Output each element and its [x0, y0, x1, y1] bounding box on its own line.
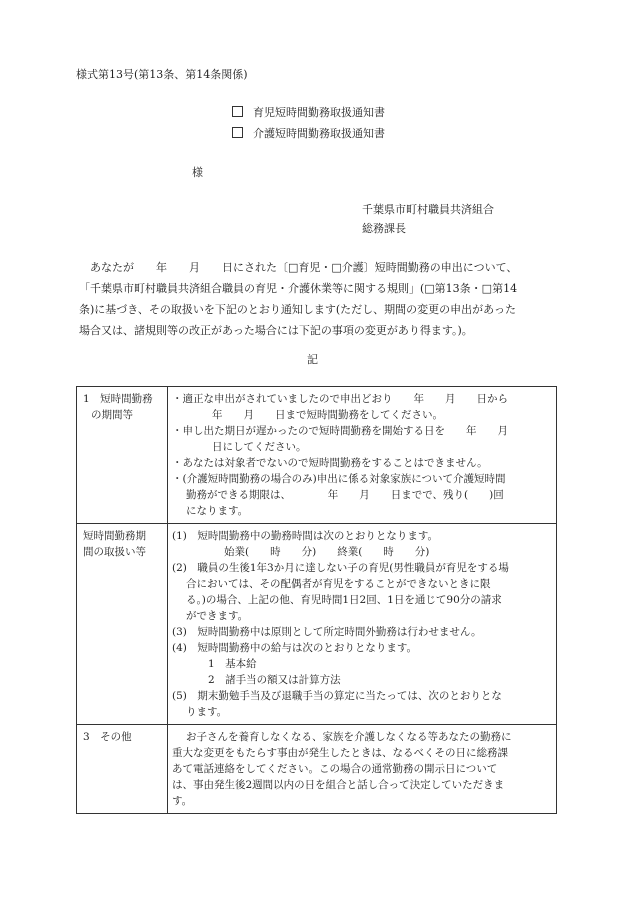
content-line: になります。 [186, 505, 249, 517]
intro-line: あなたが 年 月 日にされた〔□育児・□介護〕短時間勤務の申出について、 [90, 261, 518, 274]
row-header-other [77, 725, 168, 814]
form-number: 様式第13号(第13条、第14条関係) [76, 68, 248, 81]
content-line: ・申し出た期日が遅かったので短時間勤務を開始する日を 年 月 [172, 425, 508, 437]
content-line: る。)の場合、上記の他、育児時間1日2回、1日を通じて90分の請求 [186, 594, 502, 606]
content-line: 2 諸手当の額又は計算方法 [208, 674, 341, 686]
intro-line: 「千葉県市町村職員共済組合職員の育児・介護休業等に関する規則」(□第13条・□第14 [79, 282, 518, 295]
addressee-suffix: 様 [192, 166, 203, 179]
row-header-text: の期間等 [91, 409, 133, 421]
details-table [76, 386, 557, 814]
row-content-other [168, 725, 557, 814]
intro-line: 場合又は、諸規則等の改正があった場合には下記の事項の変更があり得ます。)。 [79, 324, 473, 337]
ki-heading: 記 [307, 353, 318, 366]
content-line: 年 月 日まで短時間勤務をしてください。 [212, 409, 443, 421]
content-line: (1) 短時間勤務中の勤務時間は次のとおりとなります。 [172, 530, 439, 542]
table-row [77, 387, 557, 524]
content-line: (4) 短時間勤務中の給与は次のとおりとなります。 [172, 642, 418, 654]
content-line: 重大な変更をもたらす事由が発生したときは、なるべくその日に総務課 [172, 747, 508, 759]
row-header-text: 間の取扱い等 [83, 546, 146, 558]
checkbox-nursing-care[interactable] [232, 127, 243, 138]
content-line: ります。 [186, 706, 228, 718]
content-line: 合においては、その配偶者が育児をすることができないときに限 [186, 578, 491, 590]
option-nursing-care-label: 介護短時間勤務取扱通知書 [253, 127, 385, 140]
issuer-title: 総務課長 [362, 222, 406, 235]
option-nursing-care [232, 126, 385, 142]
row-content-handling [168, 524, 557, 725]
content-line: ・(介護短時間勤務の場合のみ)申出に係る対象家族について介護短時間 [172, 473, 506, 485]
content-line: 1 基本給 [208, 658, 257, 670]
row-header-text: 1 短時間勤務 [83, 393, 153, 405]
content-line: (2) 職員の生後1年3か月に達しない子の育児(男性職員が育児をする場 [172, 562, 509, 574]
content-line: す。 [172, 795, 193, 807]
table-row [77, 725, 557, 814]
option-childcare-label: 育児短時間勤務取扱通知書 [253, 106, 385, 119]
table-row [77, 524, 557, 725]
content-line: 始業( 時 分) 終業( 時 分) [224, 546, 430, 558]
content-line: (5) 期末勤勉手当及び退職手当の算定に当たっては、次のとおりとな [172, 690, 502, 702]
content-line: あて電話連絡をしてください。この場合の通常勤務の開示日について [172, 763, 498, 775]
issuer-organization: 千葉県市町村職員共済組合 [362, 203, 494, 216]
row-header-text: 短時間勤務期 [83, 530, 146, 542]
checkbox-childcare[interactable] [232, 106, 243, 117]
content-line: ・あなたは対象者でないので短時間勤務をすることはできません。 [172, 457, 488, 469]
intro-line: 条)に基づき、その取扱いを下記のとおり通知します(ただし、期間の変更の申出があった [79, 303, 517, 316]
content-line: は、事由発生後2週間以内の日を組合と話し合って決定していただきま [172, 779, 505, 791]
row-header-handling [77, 524, 168, 725]
content-line: 日にしてください。 [212, 441, 307, 453]
content-line: (3) 短時間勤務中は原則として所定時間外勤務は行わせません。 [172, 626, 482, 638]
intro-paragraph [79, 257, 557, 341]
content-line: 勤務ができる期限は、 年 月 日までで、残り( )回 [186, 489, 504, 501]
content-line: ができます。 [186, 610, 249, 622]
content-line: ・適正な申出がされていましたので申出どおり 年 月 日から [172, 393, 508, 405]
row-header-text: 3 その他 [83, 731, 132, 743]
content-line: お子さんを養育しなくなる、家族を介護しなくなる等あなたの勤務に [186, 731, 512, 743]
row-content-period [168, 387, 557, 524]
option-childcare [232, 105, 385, 121]
row-header-period [77, 387, 168, 524]
